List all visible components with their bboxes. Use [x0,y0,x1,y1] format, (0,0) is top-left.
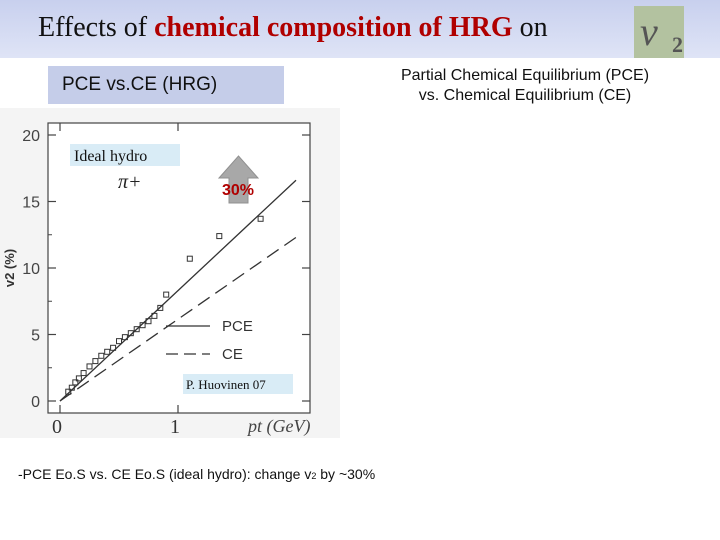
v2-symbol-box [634,6,684,58]
y-tick-label: 0 [31,394,40,411]
pce-label: PCE vs.CE (HRG) [62,74,218,95]
footnote-subscript: 2 [311,471,317,481]
title-text-highlight: chemical composition of HRG [154,12,513,43]
footnote [18,466,375,482]
subtitle-line-1: Partial Chemical Equilibrium (PCE) [400,67,650,84]
footnote-text-pre: -PCE Eo.S vs. CE Eo.S (ideal hydro): change v [18,466,312,482]
title-text-pre: Effects of [38,12,155,43]
v2-symbol: v [640,9,658,54]
title-text-post: on [512,12,548,43]
y-axis-label: v2 (%) [2,248,17,288]
footnote-text-post: by ~30% [316,466,376,482]
x-tick-label: 1 [170,416,180,438]
percent-label: 30% [222,182,255,199]
subtitle-line-2: vs. Chemical Equilibrium (CE) [418,87,632,104]
ideal-hydro-label: Ideal hydro [74,148,148,165]
x-axis-label: pt (GeV) [248,416,311,436]
chart-svg [0,108,340,438]
chart-frame [0,108,340,438]
legend-pce-label: PCE [222,318,253,335]
v2-subscript: 2 [672,32,683,57]
legend-ce-label: CE [222,346,243,363]
y-tick-label: 5 [31,327,40,345]
x-tick-label: 0 [52,416,62,438]
y-tick-label: 10 [22,261,40,278]
credit-label: P. Huovinen 07 [186,377,266,392]
plot-area [48,123,310,413]
y-tick-label: 15 [22,194,40,212]
particle-label: π+ [118,171,142,193]
subtitle [352,66,698,106]
page-title [38,12,548,44]
y-tick-label: 20 [22,128,40,145]
pce-label-box [48,66,284,104]
